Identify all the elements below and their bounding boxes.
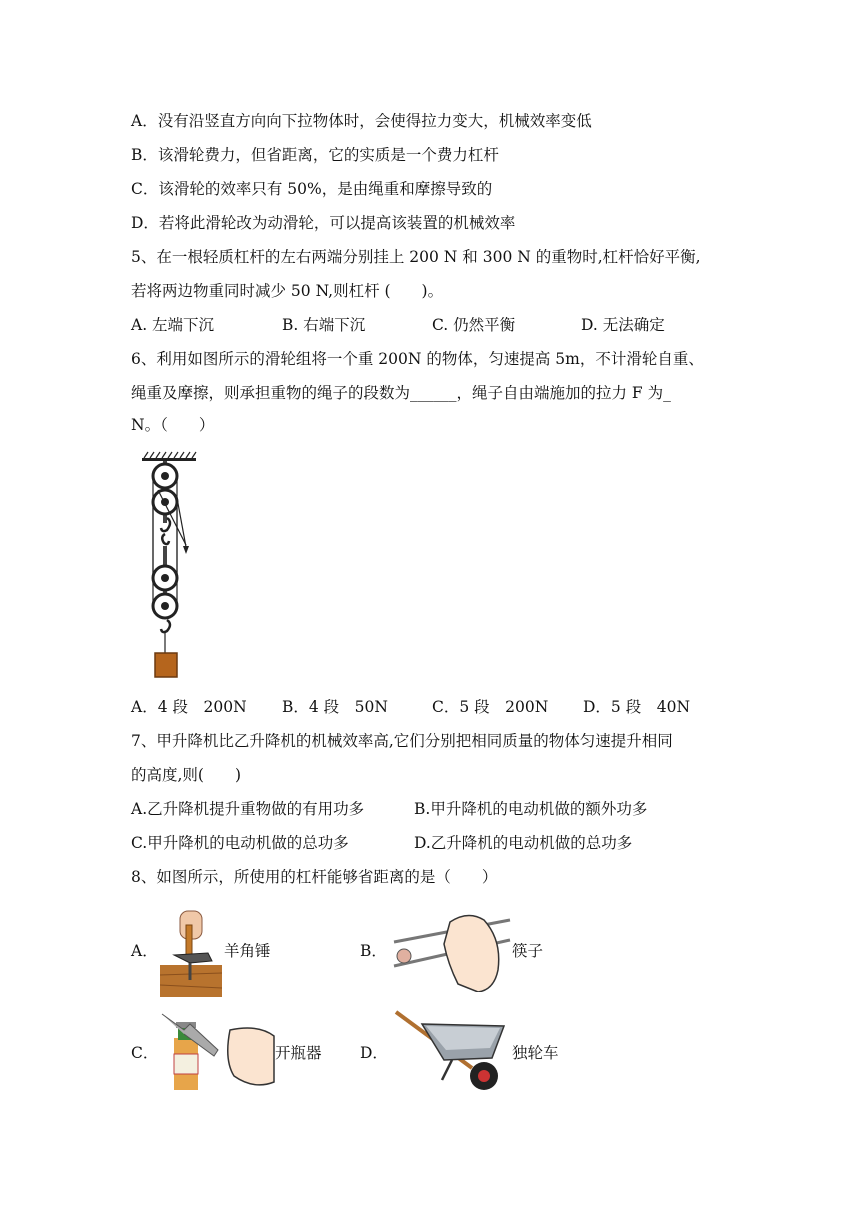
q7-option-b: B.甲升降机的电动机做的额外功多 [414,800,648,818]
q6-option-b: B．4 段 50N [282,698,388,716]
q4-option-a: A．没有沿竖直方向向下拉物体时，会使得拉力变大，机械效率变低 [131,112,592,130]
chopsticks-icon [390,912,512,992]
q4-option-c: C．该滑轮的效率只有 50%，是由绳重和摩擦导致的 [131,180,493,198]
wheelbarrow-icon [392,1008,512,1096]
q8-option-a-letter: A． [131,942,158,960]
q7-stem-line2: 的高度,则( ) [131,766,242,784]
q7-option-a: A.乙升降机提升重物做的有用功多 [131,800,365,818]
q8-stem: 8、如图所示，所使用的杠杆能够省距离的是（ ） [131,868,498,886]
q8-option-b-letter: B． [360,942,387,960]
q5-option-b: B. 右端下沉 [282,316,366,334]
q5-option-a: A. 左端下沉 [131,316,215,334]
q8-option-b-name: 筷子 [512,942,544,960]
q6-option-c: C．5 段 200N [432,698,549,716]
q6-option-d: D．5 段 40N [583,698,691,716]
q4-option-b: B．该滑轮费力，但省距离，它的实质是一个费力杠杆 [131,146,499,164]
q4-option-d: D．若将此滑轮改为动滑轮，可以提高该装置的机械效率 [131,214,516,232]
q8-option-d-name: 独轮车 [512,1044,559,1062]
q8-option-d-letter: D． [360,1044,388,1062]
claw-hammer-icon [160,905,222,997]
q7-option-d: D.乙升降机的电动机做的总功多 [414,834,633,852]
q6-stem-line2: 绳重及摩擦，则承担重物的绳子的段数为______，绳子自由端施加的拉力 F 为_ [131,384,671,402]
q5-stem-line1: 5、在一根轻质杠杆的左右两端分别挂上 200 N 和 300 N 的重物时,杠杆恰好平衡, [131,248,701,266]
q7-option-c: C.甲升降机的电动机做的总功多 [131,834,349,852]
pulley-system-icon [138,450,206,682]
q5-option-c: C. 仍然平衡 [432,316,516,334]
bottle-opener-icon [160,1010,276,1090]
q8-option-c-name: 开瓶器 [275,1044,322,1062]
q5-stem-line2: 若将两边物重同时减少 50 N,则杠杆 ( )。 [131,282,444,300]
q5-option-d: D. 无法确定 [581,316,665,334]
q8-option-c-letter: C． [131,1044,159,1062]
q6-stem-line1: 6、利用如图所示的滑轮组将一个重 200N 的物体，匀速提高 5m，不计滑轮自重、 [131,350,704,368]
q6-stem-line3: N。（ ） [131,416,215,434]
q7-stem-line1: 7、甲升降机比乙升降机的机械效率高,它们分别把相同质量的物体匀速提升相同 [131,732,673,750]
q6-option-a: A．4 段 200N [131,698,247,716]
q8-option-a-name: 羊角锤 [224,942,271,960]
pulley-system-figure [138,450,206,682]
